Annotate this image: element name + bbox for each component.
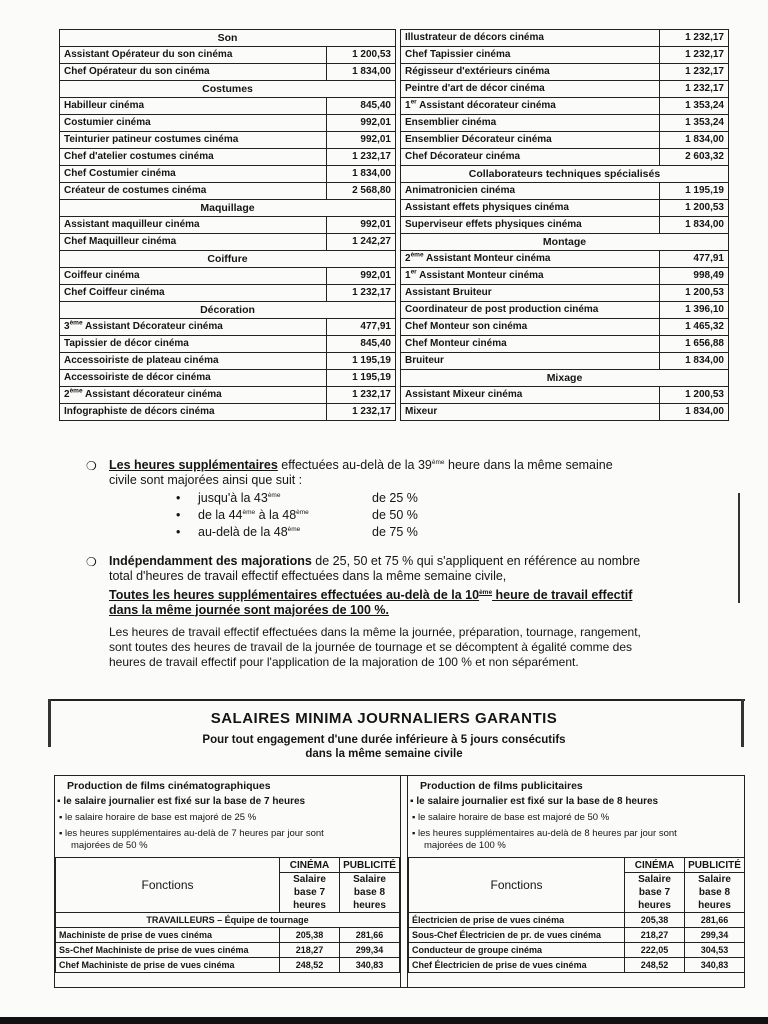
overtime-range: de la 44ème à la 48ème — [198, 508, 309, 522]
job-title: Ensemblier cinéma — [401, 115, 660, 132]
table-row — [401, 47, 729, 64]
table-row — [60, 234, 396, 251]
left-salary-table — [59, 29, 396, 421]
salary-value: 477,91 — [660, 251, 729, 268]
table-row — [60, 268, 396, 285]
job-title: Machiniste de prise de vues cinéma — [56, 928, 280, 943]
salary-value: 1 834,00 — [660, 132, 729, 149]
table-row — [60, 115, 396, 132]
job-title: Superviseur effets physiques cinéma — [401, 217, 660, 234]
bullet-circle: ❍ — [86, 459, 97, 473]
job-title: Chef Décorateur cinéma — [401, 149, 660, 166]
job-title: 2ème Assistant Monteur cinéma — [401, 251, 660, 268]
table-row — [401, 404, 729, 421]
salary-value: 1 232,17 — [660, 64, 729, 81]
job-title: Créateur de costumes cinéma — [60, 183, 327, 200]
section-header-row — [60, 30, 396, 47]
pub-title: Production de films publicitaires — [420, 780, 583, 792]
overtime-rate: de 25 % — [372, 491, 418, 505]
job-title: Chef Costumier cinéma — [60, 166, 327, 183]
table-row — [56, 943, 400, 958]
table-row — [401, 251, 729, 268]
right-salary-table — [400, 29, 729, 421]
section-header-row — [60, 302, 396, 319]
margin-bar — [738, 493, 740, 603]
salary-value: 2 568,80 — [327, 183, 396, 200]
cinema-column: Production de films cinématographiques ▪ le salaire journalier est fixé sur la base de 7 heures ▪ le salaire horaire de base est majoré de 25 % ▪ les heures supplémentaires au-delà de 7 heures par jour sont majorées de 50 % Fonctions CINÉMA PUBLICITÉ Salaire base 7 heures Salaire base 8 heures TRAVAILLEURS – Équipe de tournage Machiniste de prise de vues cinéma 205,38 281,66 Ss-Chef Machiniste de prise de vues cinéma 218,27 299,34 Chef Machiniste de prise de vues cinéma 248,52 340,83 — [55, 776, 401, 987]
page-bottom-edge — [0, 1017, 768, 1024]
table-row — [60, 387, 396, 404]
table-row — [60, 217, 396, 234]
job-title: Teinturier patineur costumes cinéma — [60, 132, 327, 149]
salary-value: 1 200,53 — [327, 47, 396, 64]
salary-value: 992,01 — [327, 115, 396, 132]
job-title: Assistant Mixeur cinéma — [401, 387, 660, 404]
cinema-salary: 222,05 — [625, 943, 685, 958]
job-title: Infographiste de décors cinéma — [60, 404, 327, 421]
cinema-salary: 205,38 — [625, 913, 685, 928]
table-row — [60, 370, 396, 387]
salary-value: 1 200,53 — [660, 285, 729, 302]
table-row — [401, 336, 729, 353]
overtime-range: au-delà de la 48ème — [198, 525, 301, 539]
table-row — [409, 928, 745, 943]
overtime-rate: de 50 % — [372, 508, 418, 522]
cinema-title: Production de films cinématographiques — [67, 780, 271, 792]
salary-value: 1 232,17 — [660, 30, 729, 47]
table-row — [401, 217, 729, 234]
pub-salary: 340,83 — [685, 958, 745, 973]
pub-column: Production de films publicitaires ▪ le salaire journalier est fixé sur la base de 8 heures ▪ le salaire horaire de base est majoré de 50 % ▪ les heures supplémentaires au-delà de 8 heures par jour sont majorées de 100 % Fonctions CINÉMA PUBLICITÉ Salaire base 7 heures Salaire base 8 heures Électricien de prise de vues cinéma 205,38 281,66 Sous-Chef Électricien de pr. de vues cinéma 218,27 299,34 Conducteur de groupe cinéma 222,05 304,53 Chef Électricien de prise de vues cinéma 248,52 340,83 — [407, 776, 745, 987]
salary-value: 1 195,19 — [327, 353, 396, 370]
section-title: Montage — [401, 234, 729, 251]
bullet-dot: • — [176, 491, 181, 505]
job-title: Chef Coiffeur cinéma — [60, 285, 327, 302]
table-row — [401, 183, 729, 200]
salary-value: 1 353,24 — [660, 98, 729, 115]
table-row — [60, 353, 396, 370]
table-row — [401, 115, 729, 132]
salary-value: 1 195,19 — [327, 370, 396, 387]
job-title: Électricien de prise de vues cinéma — [409, 913, 625, 928]
salary-value: 1 195,19 — [660, 183, 729, 200]
table-row — [401, 30, 729, 47]
section-header-row — [60, 200, 396, 217]
salary-value: 845,40 — [327, 98, 396, 115]
table-row — [60, 404, 396, 421]
table-row — [401, 319, 729, 336]
salary-value: 1 353,24 — [660, 115, 729, 132]
salary-value: 477,91 — [327, 319, 396, 336]
section-title: Coiffure — [60, 251, 396, 268]
table-row — [401, 132, 729, 149]
cinema-salary: 218,27 — [625, 928, 685, 943]
majoration-explanation: Les heures de travail effectif effectuées dans la même la journée, préparation, tournage, rangement, sont toutes des heures de travail de la journée de tournage et se décomptent à égalité comme des heures de travail effectif pour l'application de la majoration de 100 % et non séparément. — [109, 625, 641, 669]
overtime-range: jusqu'à la 43ème — [198, 491, 281, 505]
salary-value: 2 603,32 — [660, 149, 729, 166]
table-row — [60, 336, 396, 353]
table-row — [401, 387, 729, 404]
job-title: Animatronicien cinéma — [401, 183, 660, 200]
bullet-dot: • — [176, 508, 181, 522]
job-title: Régisseur d'extérieurs cinéma — [401, 64, 660, 81]
majoration-100-rule: Toutes les heures supplémentaires effectuées au-delà de la 10ème heure de travail effectif dans la même journée sont majorées de 100 %. — [109, 588, 633, 617]
table-row — [60, 149, 396, 166]
salary-value: 845,40 — [327, 336, 396, 353]
section-title: Collaborateurs techniques spécialisés — [401, 166, 729, 183]
job-title: 2ème Assistant décorateur cinéma — [60, 387, 327, 404]
pub-salary: 281,66 — [340, 928, 400, 943]
pub-wage-table: Fonctions CINÉMA PUBLICITÉ Salaire base 7 heures Salaire base 8 heures Électricien de prise de vues cinéma 205,38 281,66 Sous-Chef Électricien de pr. de vues cinéma 218,27 299,34 Conducteur de groupe cinéma 222,05 304,53 Chef Électricien de prise de vues cinéma 248,52 340,83 — [408, 857, 745, 973]
salary-value: 1 200,53 — [660, 200, 729, 217]
cinema-wage-table: Fonctions CINÉMA PUBLICITÉ Salaire base 7 heures Salaire base 8 heures TRAVAILLEURS – Équipe de tournage Machiniste de prise de vues cinéma 205,38 281,66 Ss-Chef Machiniste de prise de vues cinéma 218,27 299,34 Chef Machiniste de prise de vues cinéma 248,52 340,83 — [55, 857, 400, 973]
job-title: Chef Maquilleur cinéma — [60, 234, 327, 251]
salary-value: 1 232,17 — [327, 149, 396, 166]
table-row — [60, 132, 396, 149]
job-title: Tapissier de décor cinéma — [60, 336, 327, 353]
section-title: SALAIRES MINIMA JOURNALIERS GARANTIS — [210, 710, 558, 727]
majoration-lead: Indépendamment des majorations — [109, 554, 312, 568]
cinema-salary: 218,27 — [280, 943, 340, 958]
job-title: Mixeur — [401, 404, 660, 421]
job-title: Coiffeur cinéma — [60, 268, 327, 285]
salary-value: 992,01 — [327, 268, 396, 285]
salary-value: 1 834,00 — [660, 353, 729, 370]
daily-wage-box — [54, 775, 745, 988]
job-title: Costumier cinéma — [60, 115, 327, 132]
section-header-row — [401, 234, 729, 251]
table-row — [56, 958, 400, 973]
job-title: Assistant Opérateur du son cinéma — [60, 47, 327, 64]
job-title: Conducteur de groupe cinéma — [409, 943, 625, 958]
table-row — [60, 166, 396, 183]
job-title: 3ème Assistant Décorateur cinéma — [60, 319, 327, 336]
job-title: Chef Monteur cinéma — [401, 336, 660, 353]
job-title: Peintre d'art de décor cinéma — [401, 81, 660, 98]
section-header-row — [60, 251, 396, 268]
table-row — [60, 47, 396, 64]
job-title: Assistant Bruiteur — [401, 285, 660, 302]
job-title: Chef Opérateur du son cinéma — [60, 64, 327, 81]
job-title: Assistant effets physiques cinéma — [401, 200, 660, 217]
bullet-dot: • — [176, 525, 181, 539]
cinema-salary: 248,52 — [280, 958, 340, 973]
job-title: Chef d'atelier costumes cinéma — [60, 149, 327, 166]
section-header-row — [401, 166, 729, 183]
pub-salary: 299,34 — [340, 943, 400, 958]
salary-value: 1 232,17 — [327, 387, 396, 404]
job-title: Chef Tapissier cinéma — [401, 47, 660, 64]
section-title: Décoration — [60, 302, 396, 319]
cinema-salary: 248,52 — [625, 958, 685, 973]
salary-value: 992,01 — [327, 132, 396, 149]
job-title: Accessoiriste de plateau cinéma — [60, 353, 327, 370]
section-title: Son — [60, 30, 396, 47]
salary-value: 1 396,10 — [660, 302, 729, 319]
table-row — [401, 353, 729, 370]
overtime-paragraph: Les heures supplémentaires effectuées au-delà de la 39ème heure dans la même semaine civile sont majorées ainsi que suit : — [109, 458, 613, 487]
pub-salary: 299,34 — [685, 928, 745, 943]
section-title: Maquillage — [60, 200, 396, 217]
salary-value: 1 834,00 — [660, 404, 729, 421]
majoration-paragraph: Indépendamment des majorations de 25, 50 et 75 % qui s'appliquent en référence au nombre total d'heures de travail effectif effectuées dans la même semaine civile, — [109, 554, 641, 583]
job-title: Ensemblier Décorateur cinéma — [401, 132, 660, 149]
table-row — [60, 319, 396, 336]
section-title: Costumes — [60, 81, 396, 98]
salary-value: 1 834,00 — [327, 166, 396, 183]
table-row — [401, 268, 729, 285]
salary-value: 1 834,00 — [660, 217, 729, 234]
overtime-rate: de 75 % — [372, 525, 418, 539]
pub-salary: 304,53 — [685, 943, 745, 958]
table-row — [60, 98, 396, 115]
table-row — [409, 943, 745, 958]
table-row — [409, 913, 745, 928]
pub-salary: 340,83 — [340, 958, 400, 973]
section-title: Mixage — [401, 370, 729, 387]
salary-value: 1 656,88 — [660, 336, 729, 353]
salary-value: 1 242,27 — [327, 234, 396, 251]
section-header-row — [60, 81, 396, 98]
overtime-line2: civile sont majorées ainsi que suit : — [109, 472, 303, 487]
table-row — [401, 285, 729, 302]
salary-value: 1 232,17 — [660, 81, 729, 98]
job-title: Illustrateur de décors cinéma — [401, 30, 660, 47]
salary-value: 1 232,17 — [327, 404, 396, 421]
table-row — [409, 958, 745, 973]
job-title: Coordinateur de post production cinéma — [401, 302, 660, 319]
table-row — [60, 285, 396, 302]
job-title: Bruiteur — [401, 353, 660, 370]
salary-value: 992,01 — [327, 217, 396, 234]
table-row — [401, 149, 729, 166]
cinema-salary: 205,38 — [280, 928, 340, 943]
table-row — [401, 98, 729, 115]
table-row — [401, 302, 729, 319]
overtime-lead: Les heures supplémentaires — [109, 458, 278, 472]
salary-value: 998,49 — [660, 268, 729, 285]
job-title: 1er Assistant Monteur cinéma — [401, 268, 660, 285]
job-title: 1er Assistant décorateur cinéma — [401, 98, 660, 115]
job-title: Chef Monteur son cinéma — [401, 319, 660, 336]
job-title: Chef Électricien de prise de vues cinéma — [409, 958, 625, 973]
table-row — [401, 64, 729, 81]
salary-value: 1 232,17 — [660, 47, 729, 64]
table-row — [60, 183, 396, 200]
salary-value: 1 200,53 — [660, 387, 729, 404]
section-header-row — [401, 370, 729, 387]
job-title: Assistant maquilleur cinéma — [60, 217, 327, 234]
job-title: Ss-Chef Machiniste de prise de vues cinéma — [56, 943, 280, 958]
job-title: Sous-Chef Électricien de pr. de vues cinéma — [409, 928, 625, 943]
table-row — [401, 200, 729, 217]
bullet-circle: ❍ — [86, 555, 97, 569]
salary-value: 1 834,00 — [327, 64, 396, 81]
salary-value: 1 465,32 — [660, 319, 729, 336]
table-row — [56, 928, 400, 943]
pub-salary: 281,66 — [685, 913, 745, 928]
table-row — [60, 64, 396, 81]
job-title: Chef Machiniste de prise de vues cinéma — [56, 958, 280, 973]
section-subtitle: Pour tout engagement d'une durée inférieure à 5 jours consécutifs dans la même semaine civile — [202, 734, 566, 760]
job-title: Habilleur cinéma — [60, 98, 327, 115]
job-title: Accessoiriste de décor cinéma — [60, 370, 327, 387]
table-row — [401, 81, 729, 98]
salary-value: 1 232,17 — [327, 285, 396, 302]
